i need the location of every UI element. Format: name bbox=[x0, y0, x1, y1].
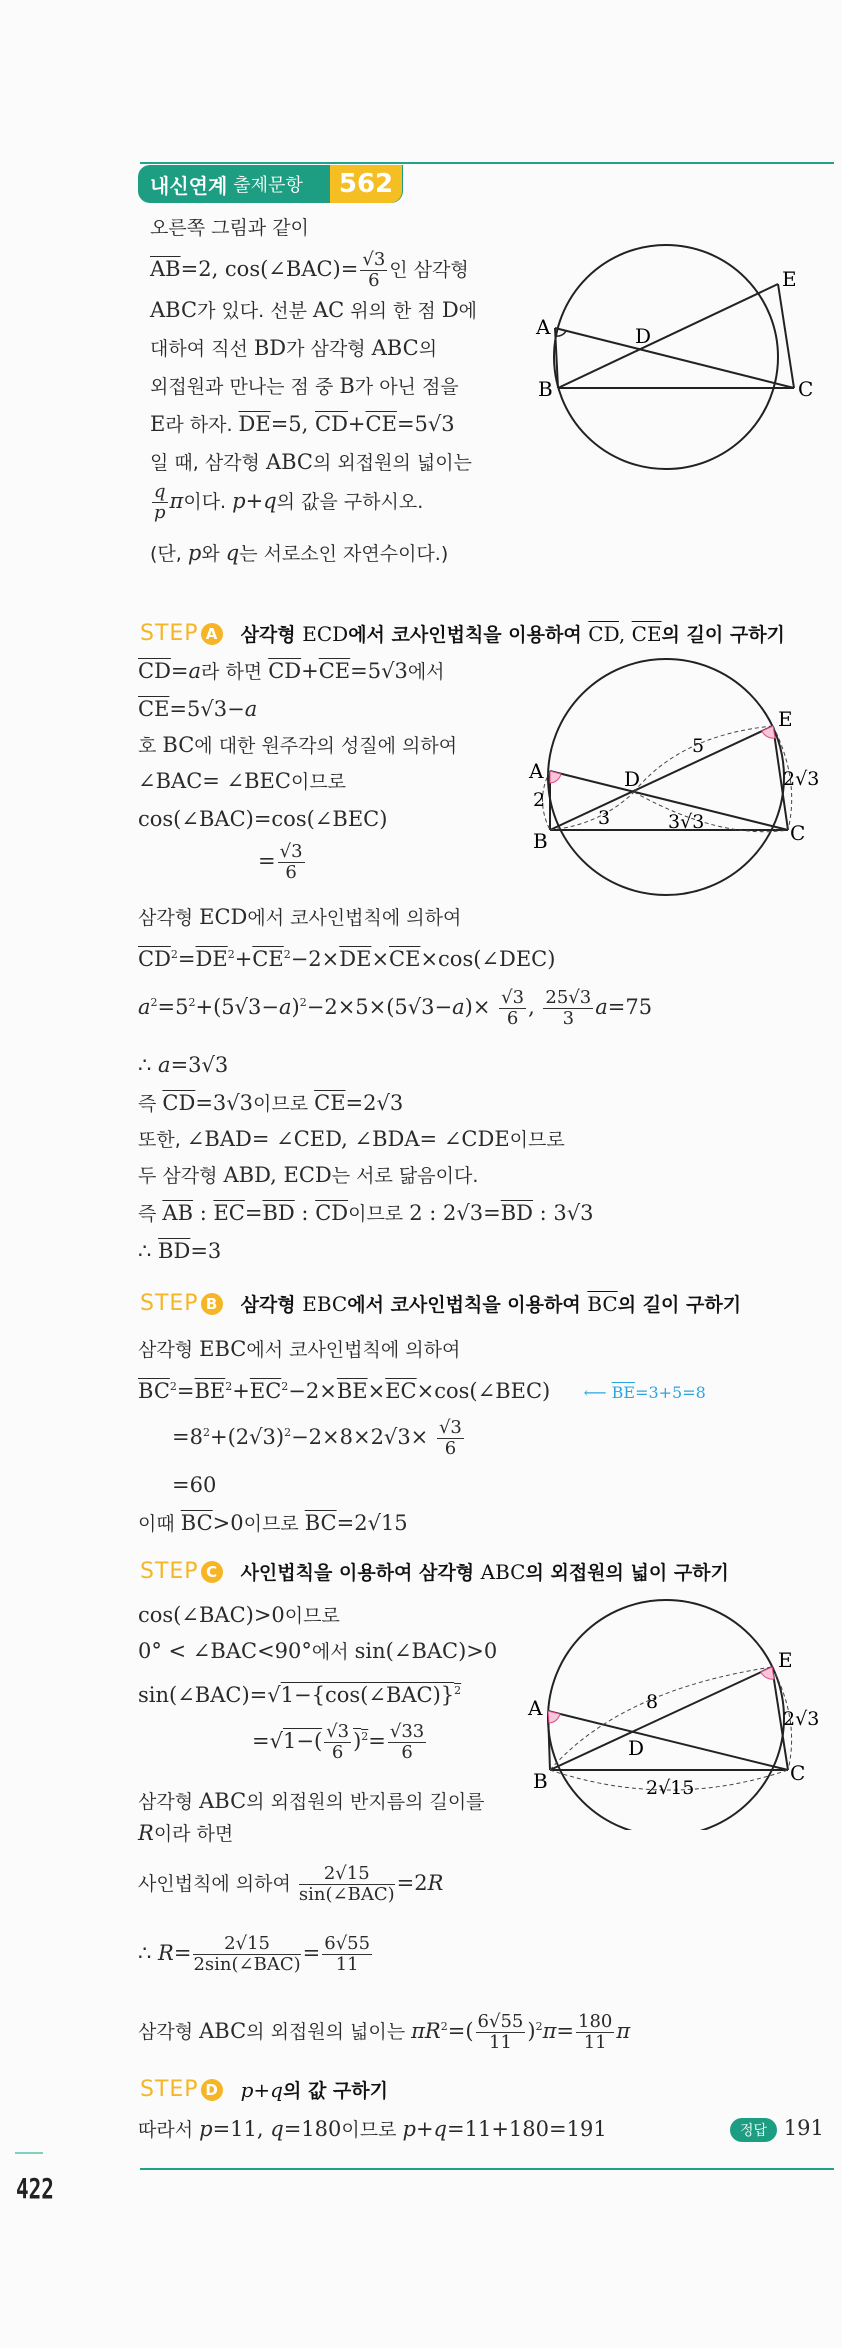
svg-text:2√15: 2√15 bbox=[646, 1777, 695, 1799]
step-c-figure bbox=[500, 1570, 820, 1830]
svg-text:5: 5 bbox=[692, 735, 705, 757]
problem-line-8: $\frac{q}{p}$ π이다. p+q의 값을 구하시오. bbox=[154, 481, 424, 523]
step-b-line-1: 삼각형 EBC에서 코사인법칙에 의하여 bbox=[138, 1337, 461, 1361]
step-a-header: STEP A 삼각형 ECD에서 코사인법칙을 이용하여 $\overline{CD}$, $\overline{CE}$의 길이 구하기 bbox=[140, 621, 785, 646]
step-b-note: ⟵ $\overline{BE}=3+5=8$ bbox=[583, 1383, 706, 1402]
svg-text:3√3: 3√3 bbox=[668, 811, 705, 833]
step-a-line-1: $\overline{CD}=a$라 하면 $\overline{CD}+\overline{CE}=5√3$에서 bbox=[138, 659, 445, 683]
svg-text:8: 8 bbox=[646, 1691, 659, 1713]
step-a-line-7: 삼각형 ECD에서 코사인법칙에 의하여 bbox=[138, 905, 462, 929]
label-a: A bbox=[536, 315, 551, 339]
svg-text:B: B bbox=[538, 377, 553, 401]
step-a-line-11: 즉 $\overline{CD}=3√3$이므로 $\overline{CE}=2√3$ bbox=[138, 1091, 404, 1115]
step-a-line-6: = $\frac{√3}{6}$ bbox=[258, 841, 303, 883]
answer bbox=[730, 2116, 824, 2142]
problem-line-3: ABC가 있다. 선분 AC 위의 한 점 D에 bbox=[150, 298, 478, 322]
svg-text:2: 2 bbox=[533, 789, 546, 811]
step-d-line-1: 따라서 p=11, q=180이므로 p+q=11+180=191 bbox=[138, 2117, 607, 2141]
step-a-line-14: 즉 $\overline{AB}$ : $\overline{EC}=\overline{BD}$ : $\overline{CD}$이므로 2 : $2√3=\overline{BD}$ : 3√3 bbox=[138, 1201, 594, 1225]
step-a-line-8: $\overline{CD}^2=\overline{DE}^2+\overline{CE}^2-2\times\overline{DE}\times\overline{CE}\times\cos(\angle DEC)$ bbox=[138, 947, 556, 971]
step-d-header: STEP D p+q의 값 구하기 bbox=[140, 2077, 388, 2102]
step-c-line-1: cos(∠BAC)>0이므로 bbox=[138, 1603, 340, 1627]
step-c-line-6: R이라 하면 bbox=[138, 1821, 234, 1845]
svg-text:B: B bbox=[533, 829, 548, 853]
problem-line-1: 오른쪽 그림과 같이 bbox=[150, 217, 309, 239]
step-c-line-7: 사인법칙에 의하여 $\frac{2√15}{\text{sin(∠BAC)}}$ =2R bbox=[138, 1863, 444, 1905]
problem-line-2: $\overline{AB}=2$, cos(∠BAC)= $\frac{√3}{6}$ 인 삼각형 bbox=[150, 249, 469, 291]
step-d-badge: D bbox=[201, 2079, 223, 2101]
step-c-line-4: =√1−( $\frac{√3}{6}$ )$^2$= $\frac{√33}{6}$ bbox=[252, 1721, 425, 1763]
step-b-line-3: $=8^2+(2√3)^2-2\times 8\times 2√3\times$ $\frac{√3}{6}$ bbox=[172, 1417, 462, 1459]
svg-text:A: A bbox=[528, 1696, 543, 1720]
step-a-line-4: ∠BAC= ∠BEC이므로 bbox=[138, 769, 347, 793]
svg-text:D: D bbox=[628, 1736, 645, 1760]
problem-figure bbox=[500, 230, 820, 490]
problem-line-9: (단, p와 q는 서로소인 자연수이다.) bbox=[150, 541, 449, 565]
problem-line-6: E라 하자. $\overline{DE}=5$, $\overline{CD}+\overline{CE}=5√3$ bbox=[150, 412, 455, 436]
step-b-line-5: 이때 $\overline{BC}>0$이므로 $\overline{BC}=2√15$ bbox=[138, 1511, 408, 1535]
step-c-line-9: 삼각형 ABC의 외접원의 넓이는 $\pi R^2=$( $\frac{6√55}{11}$ )$^2$π= $\frac{180}{11}$ π bbox=[138, 2011, 631, 2053]
answer-value: 191 bbox=[783, 2116, 824, 2140]
svg-text:C: C bbox=[798, 377, 814, 401]
step-c-line-3: sin(∠BAC)=√1−{cos(∠BAC)}$^2$ bbox=[138, 1683, 462, 1707]
step-b-line-4: =60 bbox=[172, 1473, 217, 1497]
step-b-header: STEP B 삼각형 EBC에서 코사인법칙을 이용하여 $\overline{BC}$의 길이 구하기 bbox=[140, 1291, 742, 1316]
step-b-line-2: $\overline{BC}^2=\overline{BE}^2+\overline{EC}^2-2\times\overline{BE}\times\overline{EC}\times\cos(\angle BEC)$ ⟵ $\overline{BE}=3+5=8$ bbox=[138, 1379, 706, 1403]
svg-text:2√3: 2√3 bbox=[783, 1708, 820, 1730]
step-a-line-2: $\overline{CE}=5√3-a$ bbox=[138, 697, 258, 721]
step-c-badge: C bbox=[201, 1561, 223, 1583]
svg-text:E: E bbox=[778, 707, 793, 731]
page-number-rule bbox=[15, 2152, 43, 2154]
step-c-header: STEP C 사인법칙을 이용하여 삼각형 ABC의 외접원의 넓이 구하기 bbox=[140, 1559, 729, 1584]
step-c-line-2: 0° < ∠BAC<90°에서 sin(∠BAC)>0 bbox=[138, 1639, 498, 1663]
badge-label: 출제문항 bbox=[233, 175, 303, 196]
svg-text:2√3: 2√3 bbox=[783, 768, 820, 790]
problem-line-5: 외접원과 만나는 점 중 B가 아닌 점을 bbox=[150, 374, 459, 398]
step-a-figure bbox=[500, 640, 820, 900]
footer-rule bbox=[140, 2168, 834, 2170]
step-a-line-9: $a^2=5^2+(5√3-a)^2-2\times 5\times(5√3-a)\times$ $\frac{√3}{6}$ , $\frac{25√3}{3}$ a=75 bbox=[138, 987, 653, 1029]
answer-badge: 정답 bbox=[730, 2118, 777, 2142]
step-c-line-8: ∴ R= $\frac{2√15}{\text{2sin(∠BAC)}}$ = $\frac{6√55}{11}$ bbox=[138, 1933, 371, 1975]
step-a-badge: A bbox=[201, 623, 223, 645]
step-a-line-12: 또한, ∠BAD= ∠CED, ∠BDA= ∠CDE이므로 bbox=[138, 1127, 565, 1151]
problem-number: 562 bbox=[330, 165, 402, 203]
svg-text:C: C bbox=[790, 821, 806, 845]
step-c-line-5: 삼각형 ABC의 외접원의 반지름의 길이를 bbox=[138, 1789, 485, 1813]
badge-bold-label: 내신연계 bbox=[150, 173, 228, 198]
step-a-line-13: 두 삼각형 ABD, ECD는 서로 닮음이다. bbox=[138, 1163, 479, 1187]
step-a-line-3: 호 BC에 대한 원주각의 성질에 의하여 bbox=[138, 733, 458, 757]
step-a-line-15: ∴ $\overline{BD}=3$ bbox=[138, 1239, 222, 1263]
svg-text:E: E bbox=[778, 1648, 793, 1672]
svg-text:E: E bbox=[782, 267, 797, 291]
svg-text:A: A bbox=[529, 759, 544, 783]
step-b-badge: B bbox=[201, 1293, 223, 1315]
svg-text:3: 3 bbox=[598, 807, 611, 829]
svg-text:B: B bbox=[533, 1769, 548, 1793]
page-number: 422 bbox=[16, 2172, 54, 2205]
problem-line-7: 일 때, 삼각형 ABC의 외접원의 넓이는 bbox=[150, 450, 472, 474]
svg-text:D: D bbox=[635, 324, 652, 348]
step-a-line-10: ∴ a=3√3 bbox=[138, 1053, 229, 1077]
problem-line-4: 대하여 직선 BD가 삼각형 ABC의 bbox=[150, 336, 438, 360]
svg-text:D: D bbox=[624, 767, 641, 791]
header-rule bbox=[140, 162, 834, 164]
step-a-line-5: cos(∠BAC)=cos(∠BEC) bbox=[138, 807, 388, 831]
svg-text:C: C bbox=[790, 1761, 806, 1785]
